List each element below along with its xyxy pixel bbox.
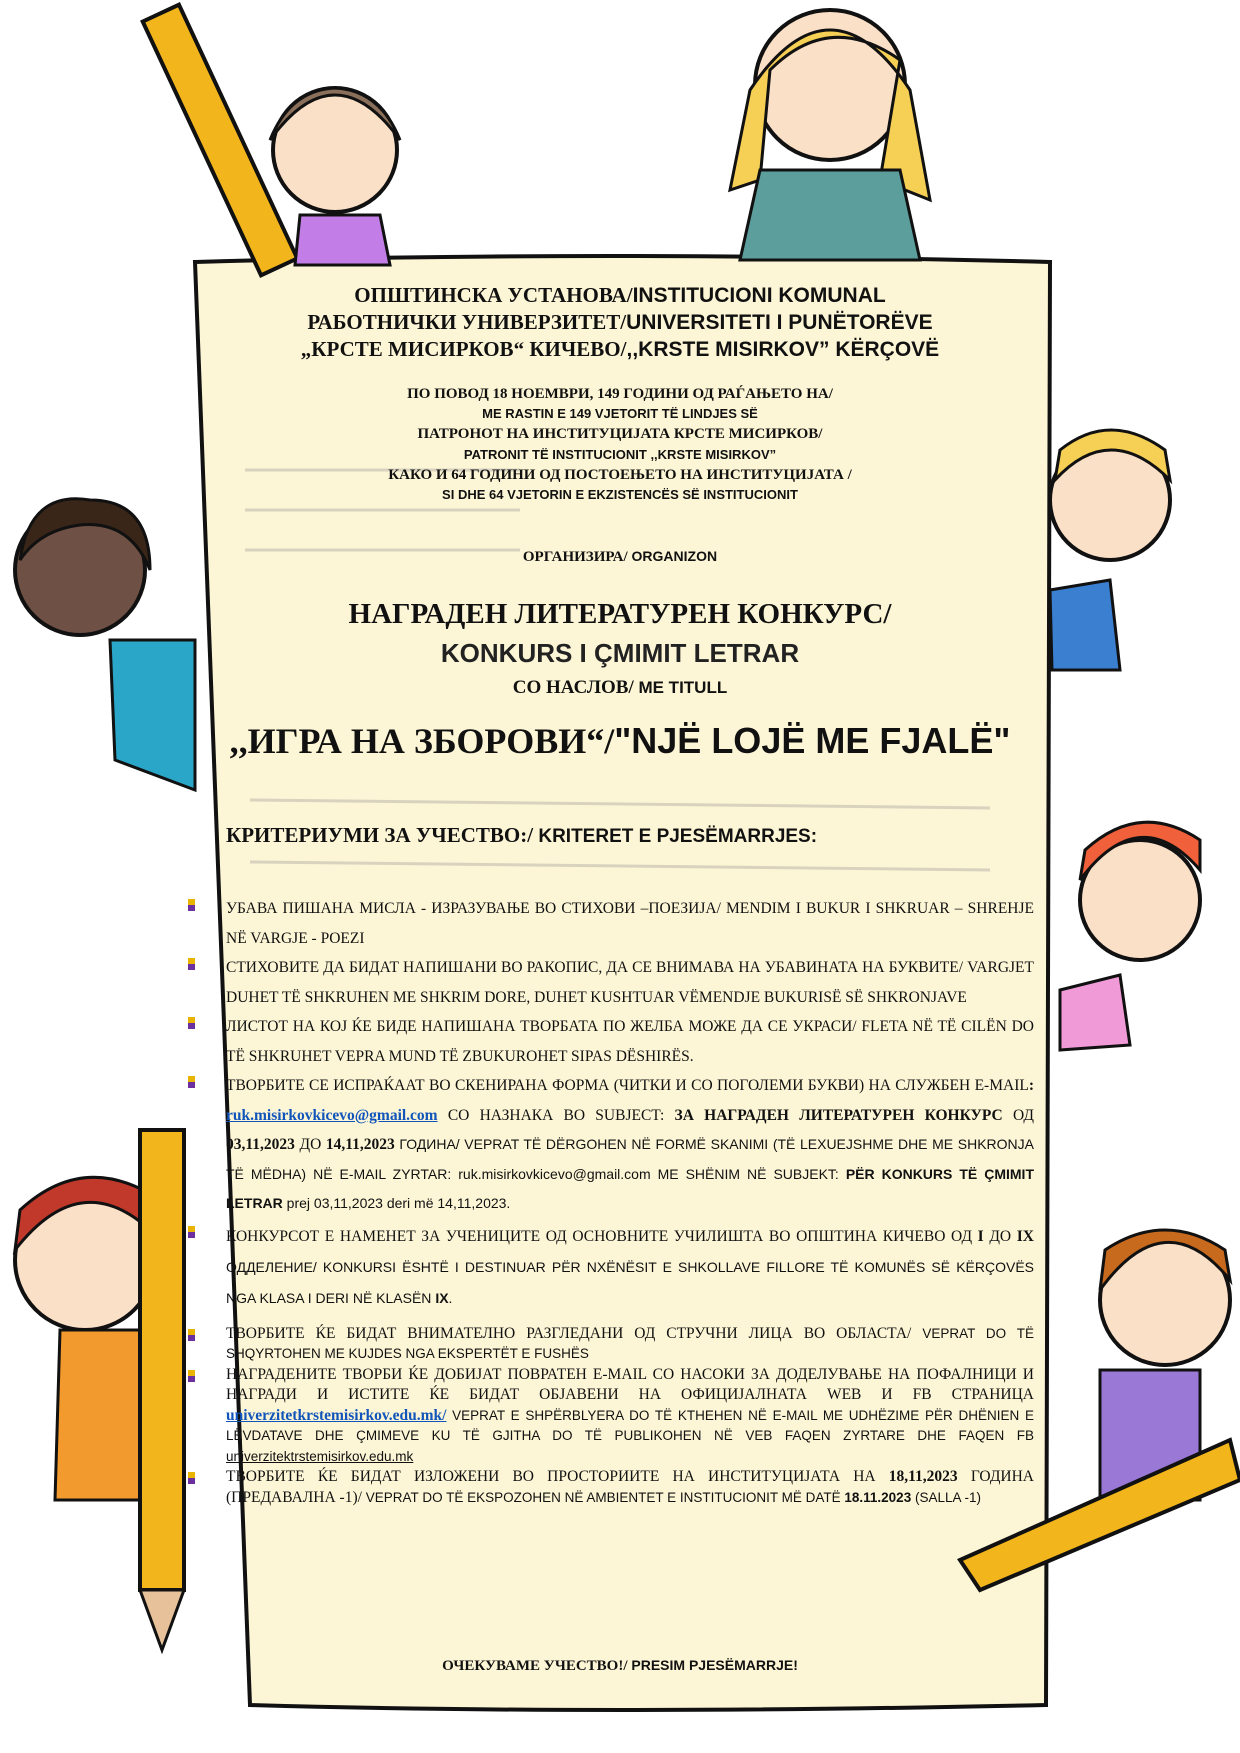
criteria-text: univerzitektrstemisirkov.edu.mk <box>226 1448 414 1464</box>
criteria-text: ДО <box>294 1136 326 1153</box>
organizer-line <box>200 548 1040 566</box>
criteria-item <box>226 894 1034 953</box>
header-line3-sq: ,,KRSTE MISIRKOV” KËRÇOVË <box>626 338 940 361</box>
criteria-text: СО НАЗНАКА ВО SUBJECT: <box>437 1106 675 1124</box>
header-line1-sq: INSTITUCIONI KOMUNAL <box>632 284 886 307</box>
criteria-text: СТИХОВИТЕ ДА БИДАТ НАПИШАНИ ВО РАКОПИС, ДА СЕ ВНИМАВА НА УБАВИНАТА НА БУКВИТЕ/ VARGJET DUHET TË SHKRUHEN ME SHKRIM DORE, DUHET KUSHTUAR VËMENDJE BUKURISË SË SHKRONJAVE <box>226 959 1034 1006</box>
girl-right-middle-illustration <box>1060 822 1200 1050</box>
criteria-item <box>226 1365 1034 1468</box>
contest-name-mk: ,,ИГРА НА ЗБОРОВИ“/ <box>229 721 615 761</box>
header-line3-mk: „КРСТЕ МИСИРКОВ“ КИЧЕВО/ <box>300 337 627 361</box>
criteria-text: ГОДИНА/ VEPRAT TË DËRGOHEN NË FORMË SKANIMI (TË LEXUEJSHME DHE ME SHKRONJA TË MËDHA) NË E-MAIL ZYRTAR: <box>226 1136 1034 1182</box>
institution-header <box>200 282 1040 363</box>
criteria-text: 18,11,2023 <box>888 1468 958 1485</box>
criteria-text: ГОДИНА (ПРЕДАВАЛНА -1)/ <box>226 1468 1034 1506</box>
bullet-icon <box>188 1226 195 1238</box>
bullet-icon <box>188 1017 195 1029</box>
criteria-text: prej 03,11,2023 deri më 14,11,2023. <box>282 1195 511 1211</box>
criteria-item <box>226 1012 1034 1071</box>
bullet-icon <box>188 1076 195 1088</box>
boy-right-top-illustration <box>1050 430 1170 670</box>
criteria-item <box>226 1221 1034 1314</box>
occasion-line: ME RASTIN E 149 VJETORIT TË LINDJES SË <box>482 406 758 422</box>
criteria-text: ТВОРБИТЕ СЕ ИСПРАЌААТ ВО СКЕНИРАНА ФОРМА (ЧИТКИ И СО ПОГОЛЕМИ БУКВИ) НА СЛУЖБЕН E-MAIL <box>226 1077 1029 1094</box>
criteria-text: ruk.misirkovkicevo@gmail.com ME SHËNIM NË SUBJEKT: <box>458 1165 846 1182</box>
bullet-icon <box>188 1370 195 1382</box>
criteria-text: ЛИСТОТ НА КОЈ ЌЕ БИДЕ НАПИШАНА ТВОРБАТА ПО ЖЕЛБА МОЖЕ ДА СЕ УКРАСИ/ FLETA NË TË CILËN DO TË SHKRUHET VEPRA MUND TË ZBUKUROHET SIPAS DËSHIRËS. <box>226 1018 1034 1065</box>
organizer-mk: ОРГАНИЗИРА/ <box>522 549 628 565</box>
criteria-text: ТВОРБИТЕ ЌЕ БИДАТ ИЗЛОЖЕНИ ВО ПРОСТОРИИТЕ НА ИНСТИТУЦИЈАТА НА <box>226 1468 889 1485</box>
criteria-text: VEPRAT DO TË EKSPOZOHEN NË AMBIENTET E INSTITUCIONIT MË DATË <box>365 1489 845 1505</box>
criteria-text: VEPRAT E SHPËRBLYERA DO TË KTHEHEN NË E-MAIL ME UDHËZIME PËR DHËNIEN E LËVDATAVE DHE ÇMIMEVE KU TË GJITHA DO TË PUBLIKOHEN NË VEB FAQEN ZYRTARE DHE FAQEN FB <box>226 1407 1034 1443</box>
criteria-item <box>226 1467 1034 1508</box>
bullet-icon <box>188 1329 195 1341</box>
criteria-text: IX <box>1016 1227 1034 1245</box>
criteria-item <box>226 953 1034 1012</box>
criteria-text: УБАВА ПИШАНА МИСЛА - ИЗРАЗУВАЊЕ ВО СТИХОВИ –ПОЕЗИЈА/ MENDIM I BUKUR I SHKRUAR – SHREHJE NË VARGJE - POEZI <box>226 900 1034 947</box>
criteria-text: ДО <box>983 1227 1017 1245</box>
criteria-text: . <box>448 1289 453 1306</box>
subtitle-line <box>200 677 1040 699</box>
girl-top-left-illustration <box>143 5 400 276</box>
criteria-text: 03,11,2023 <box>226 1136 295 1153</box>
closing-mk: ОЧЕКУВАМЕ УЧЕСТВО!/ <box>442 1658 628 1674</box>
bullet-icon <box>188 899 195 911</box>
criteria-text: (SALLA -1) <box>911 1489 981 1505</box>
criteria-text: НАГРАДЕНИТЕ ТВОРБИ ЌЕ ДОБИЈАТ ПОВРАТЕН E-MAIL СО НАСОКИ ЗА ДОДЕЛУВАЊЕ НА ПОФАЛНИЦИ И НАГРАДИ И ИСТИТЕ ЌЕ БИДАТ ОБЈАВЕНИ НА ОФИЦИЈАЛНАТА WEB И FB СТРАНИЦА <box>226 1365 1034 1403</box>
organizer-sq: ORGANIZON <box>627 548 718 564</box>
contest-title-mk: НАГРАДЕН ЛИТЕРАТУРЕН КОНКУРС/ <box>348 598 892 630</box>
criteria-text: КОНКУРСОТ Е НАМЕНЕТ ЗА УЧЕНИЦИТЕ ОД ОСНОВНИТЕ УЧИЛИШТА ВО ОПШТИНА КИЧЕВО ОД <box>226 1227 978 1245</box>
header-line2-sq: UNIVERSITETI I PUNËTORËVE <box>626 311 933 334</box>
occasion-line: ПАТРОНОТ НА ИНСТИТУЦИЈАТА КРСТЕ МИСИРКОВ/ <box>417 426 823 443</box>
contest-title-sq: KONKURS I ÇMIMIT LETRAR <box>440 638 800 668</box>
criteria-text: VEPRAT DO TË SHQYRTOHEN ME KUJDES NGA EKSPERTËT E FUSHËS <box>226 1325 1034 1361</box>
criteria-text: ОД <box>1002 1106 1034 1124</box>
criteria-list <box>226 894 1034 1508</box>
closing-sq: PRESIM PJESËMARRJE! <box>627 1657 798 1673</box>
subtitle-sq: ME TITULL <box>633 678 728 697</box>
criteria-text: I <box>977 1227 984 1245</box>
link[interactable]: univerzitetkrstemisirkov.edu.mk/ <box>226 1406 447 1424</box>
criteria-text: ЗА НАГРАДЕН ЛИТЕРАТУРЕН КОНКУРС <box>674 1106 1003 1124</box>
criteria-item <box>226 1324 1034 1365</box>
girl-top-right-illustration <box>730 10 930 260</box>
criteria-heading-mk: КРИТЕРИУМИ ЗА УЧЕСТВО:/ <box>226 823 534 847</box>
occasion-line: SI DHE 64 VJETORIN E EKZISTENCËS SË INSTITUCIONIT <box>442 487 798 503</box>
criteria-heading <box>226 823 817 848</box>
closing-line <box>200 1657 1040 1675</box>
criteria-heading-sq: KRITERET E PJESËMARRJES: <box>533 826 818 847</box>
occasion-line: КАКО И 64 ГОДИНИ ОД ПОСТОЕЊЕТО НА ИНСТИТУЦИЈАТА / <box>388 466 852 483</box>
link[interactable]: ruk.misirkovkicevo@gmail.com <box>226 1106 438 1124</box>
bullet-icon <box>188 1472 195 1484</box>
subtitle-mk: СО НАСЛОВ/ <box>512 677 634 698</box>
occasion-text <box>200 384 1040 505</box>
criteria-text: IX <box>435 1289 449 1306</box>
occasion-line: ПО ПОВОД 18 НОЕМВРИ, 149 ГОДИНИ ОД РАЃАЊЕТО НА/ <box>407 386 833 402</box>
criteria-text: 18.11.2023 <box>844 1489 912 1505</box>
contest-name-sq: "NJË LOJË ME FJALË" <box>614 720 1011 761</box>
criteria-text: 14,11,2023 <box>325 1136 395 1153</box>
criteria-text: ТВОРБИТЕ ЌЕ БИДАТ ВНИМАТЕЛНО РАЗГЛЕДАНИ ОД СТРУЧНИ ЛИЦА ВО ОБЛАСТА/ <box>226 1324 923 1342</box>
header-line2-mk: РАБОТНИЧКИ УНИВЕРЗИТЕТ/ <box>307 310 627 334</box>
criteria-text: : <box>1028 1077 1034 1094</box>
contest-name <box>200 720 1040 762</box>
criteria-text: ОДДЕЛЕНИЕ/ KONKURSI ËSHTË I DESTINUAR PËR NXËNËSIT E SHKOLLAVE FILLORE TË KOMUNËS SË KËRÇOVËS NGA KLASA I DERI NË KLASËN <box>226 1258 1034 1306</box>
boy-left-illustration <box>15 499 195 790</box>
header-line1-mk: ОПШТИНСКА УСТАНОВА/ <box>354 283 633 307</box>
bullet-icon <box>188 958 195 970</box>
occasion-line: PATRONIT TË INSTITUCIONIT ,,KRSTE MISIRKOV” <box>463 446 777 462</box>
girl-bottom-left-illustration <box>15 1130 184 1650</box>
criteria-text: PËR KONKURS TË ÇMIMIT LETRAR <box>226 1165 1034 1211</box>
criteria-item <box>226 1071 1034 1219</box>
